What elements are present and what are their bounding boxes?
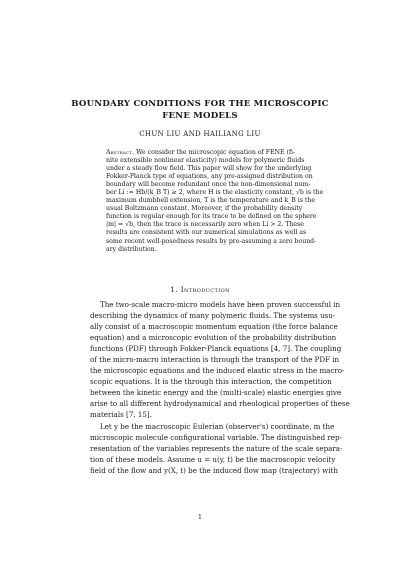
body-text [90, 299, 350, 476]
body-line: resentation of the variables represents the nature of the scale separa- [90, 443, 343, 453]
abstract-line: boundary will become redundant once the non-dimensional num- [106, 181, 311, 189]
body-line: the microscopic equations and the induced elastic stress in the macro- [90, 366, 345, 376]
abstract-line: under a steady flow field. This paper will show for the underlying [106, 165, 312, 173]
body-line: equation) and a microscopic evolution of the probability distribution [90, 333, 337, 343]
abstract-line: Fokker-Planck type of equations, any pre-assigned distribution on [106, 173, 313, 181]
abstract [106, 149, 324, 254]
body-line: describing the dynamics of many polymeric fluids. The systems usu- [90, 311, 336, 321]
body-line: ally consist of a macroscopic momentum equation (the force balance [90, 322, 338, 332]
abstract-line: function is regular enough for its trace to be defined on the sphere [106, 213, 317, 221]
abstract-line: nite extensible nonlinear elasticity) models for polymeric fluids [106, 157, 305, 165]
body-line: between the kinetic energy and the (multi-scale) elastic energies give [90, 388, 342, 398]
body-line: The two-scale macro-micro models have been proven successful in [100, 300, 341, 309]
paper-title [60, 98, 340, 122]
body-line: microscopic molecule configurational variable. The distinguished rep- [90, 432, 342, 442]
abstract-heading: Abstract. [106, 149, 135, 156]
body-line: arise to all different hydrodynamical and rheological properties of these [90, 399, 350, 409]
body-line: of the micro-macro interaction is through the transport of the PDF in [90, 355, 340, 365]
page-number: 1 [197, 513, 203, 521]
abstract-line: |m| = √b, then the trace is necessarily zero when Li > 2. These [106, 221, 304, 229]
body-line: tion of these models. Assume u = u(y, t) be the macroscopic velocity [90, 454, 336, 464]
abstract-line: ber Li := Hb/(k_B T) ≥ 2, where H is the elasticity constant, √b is the [106, 189, 324, 197]
section-number: 1. [170, 285, 178, 294]
title-line-1: BOUNDARY CONDITIONS FOR THE MICROSCOPIC [71, 99, 329, 109]
abstract-line: usual Boltzmann constant. Moreover, if the probability density [106, 205, 303, 213]
body-line: field of the flow and y(X, t) be the induced flow map (trajectory) with [90, 465, 338, 475]
section-title: Introduction [180, 285, 230, 294]
abstract-line: Abstract. We consider the microscopic equation of FENE (fi- [106, 149, 296, 156]
body-line: materials [7, 15]. [90, 410, 152, 420]
section-heading [60, 285, 340, 294]
abstract-line: results are consistent with our numerical simulations as well as [106, 229, 307, 237]
authors: CHUN LIU AND HAILIANG LIU [139, 130, 261, 138]
body-line: Let y be the macroscopic Eulerian (observer's) coordinate, m the [100, 421, 335, 431]
abstract-line: some recent well-posedness results by pre-assuming a zero bound- [106, 237, 317, 245]
abstract-line: maximum dumbbell extension, T is the temperature and k_B is the [106, 197, 315, 205]
title-line-2: FENE MODELS [162, 111, 238, 121]
body-line: scopic equations. It is the through this interaction, the competition [90, 377, 332, 387]
abstract-line: ary distribution. [106, 245, 157, 253]
body-line: functions (PDF) through Fokker-Planck equations [4, 7]. The coupling [90, 344, 342, 354]
